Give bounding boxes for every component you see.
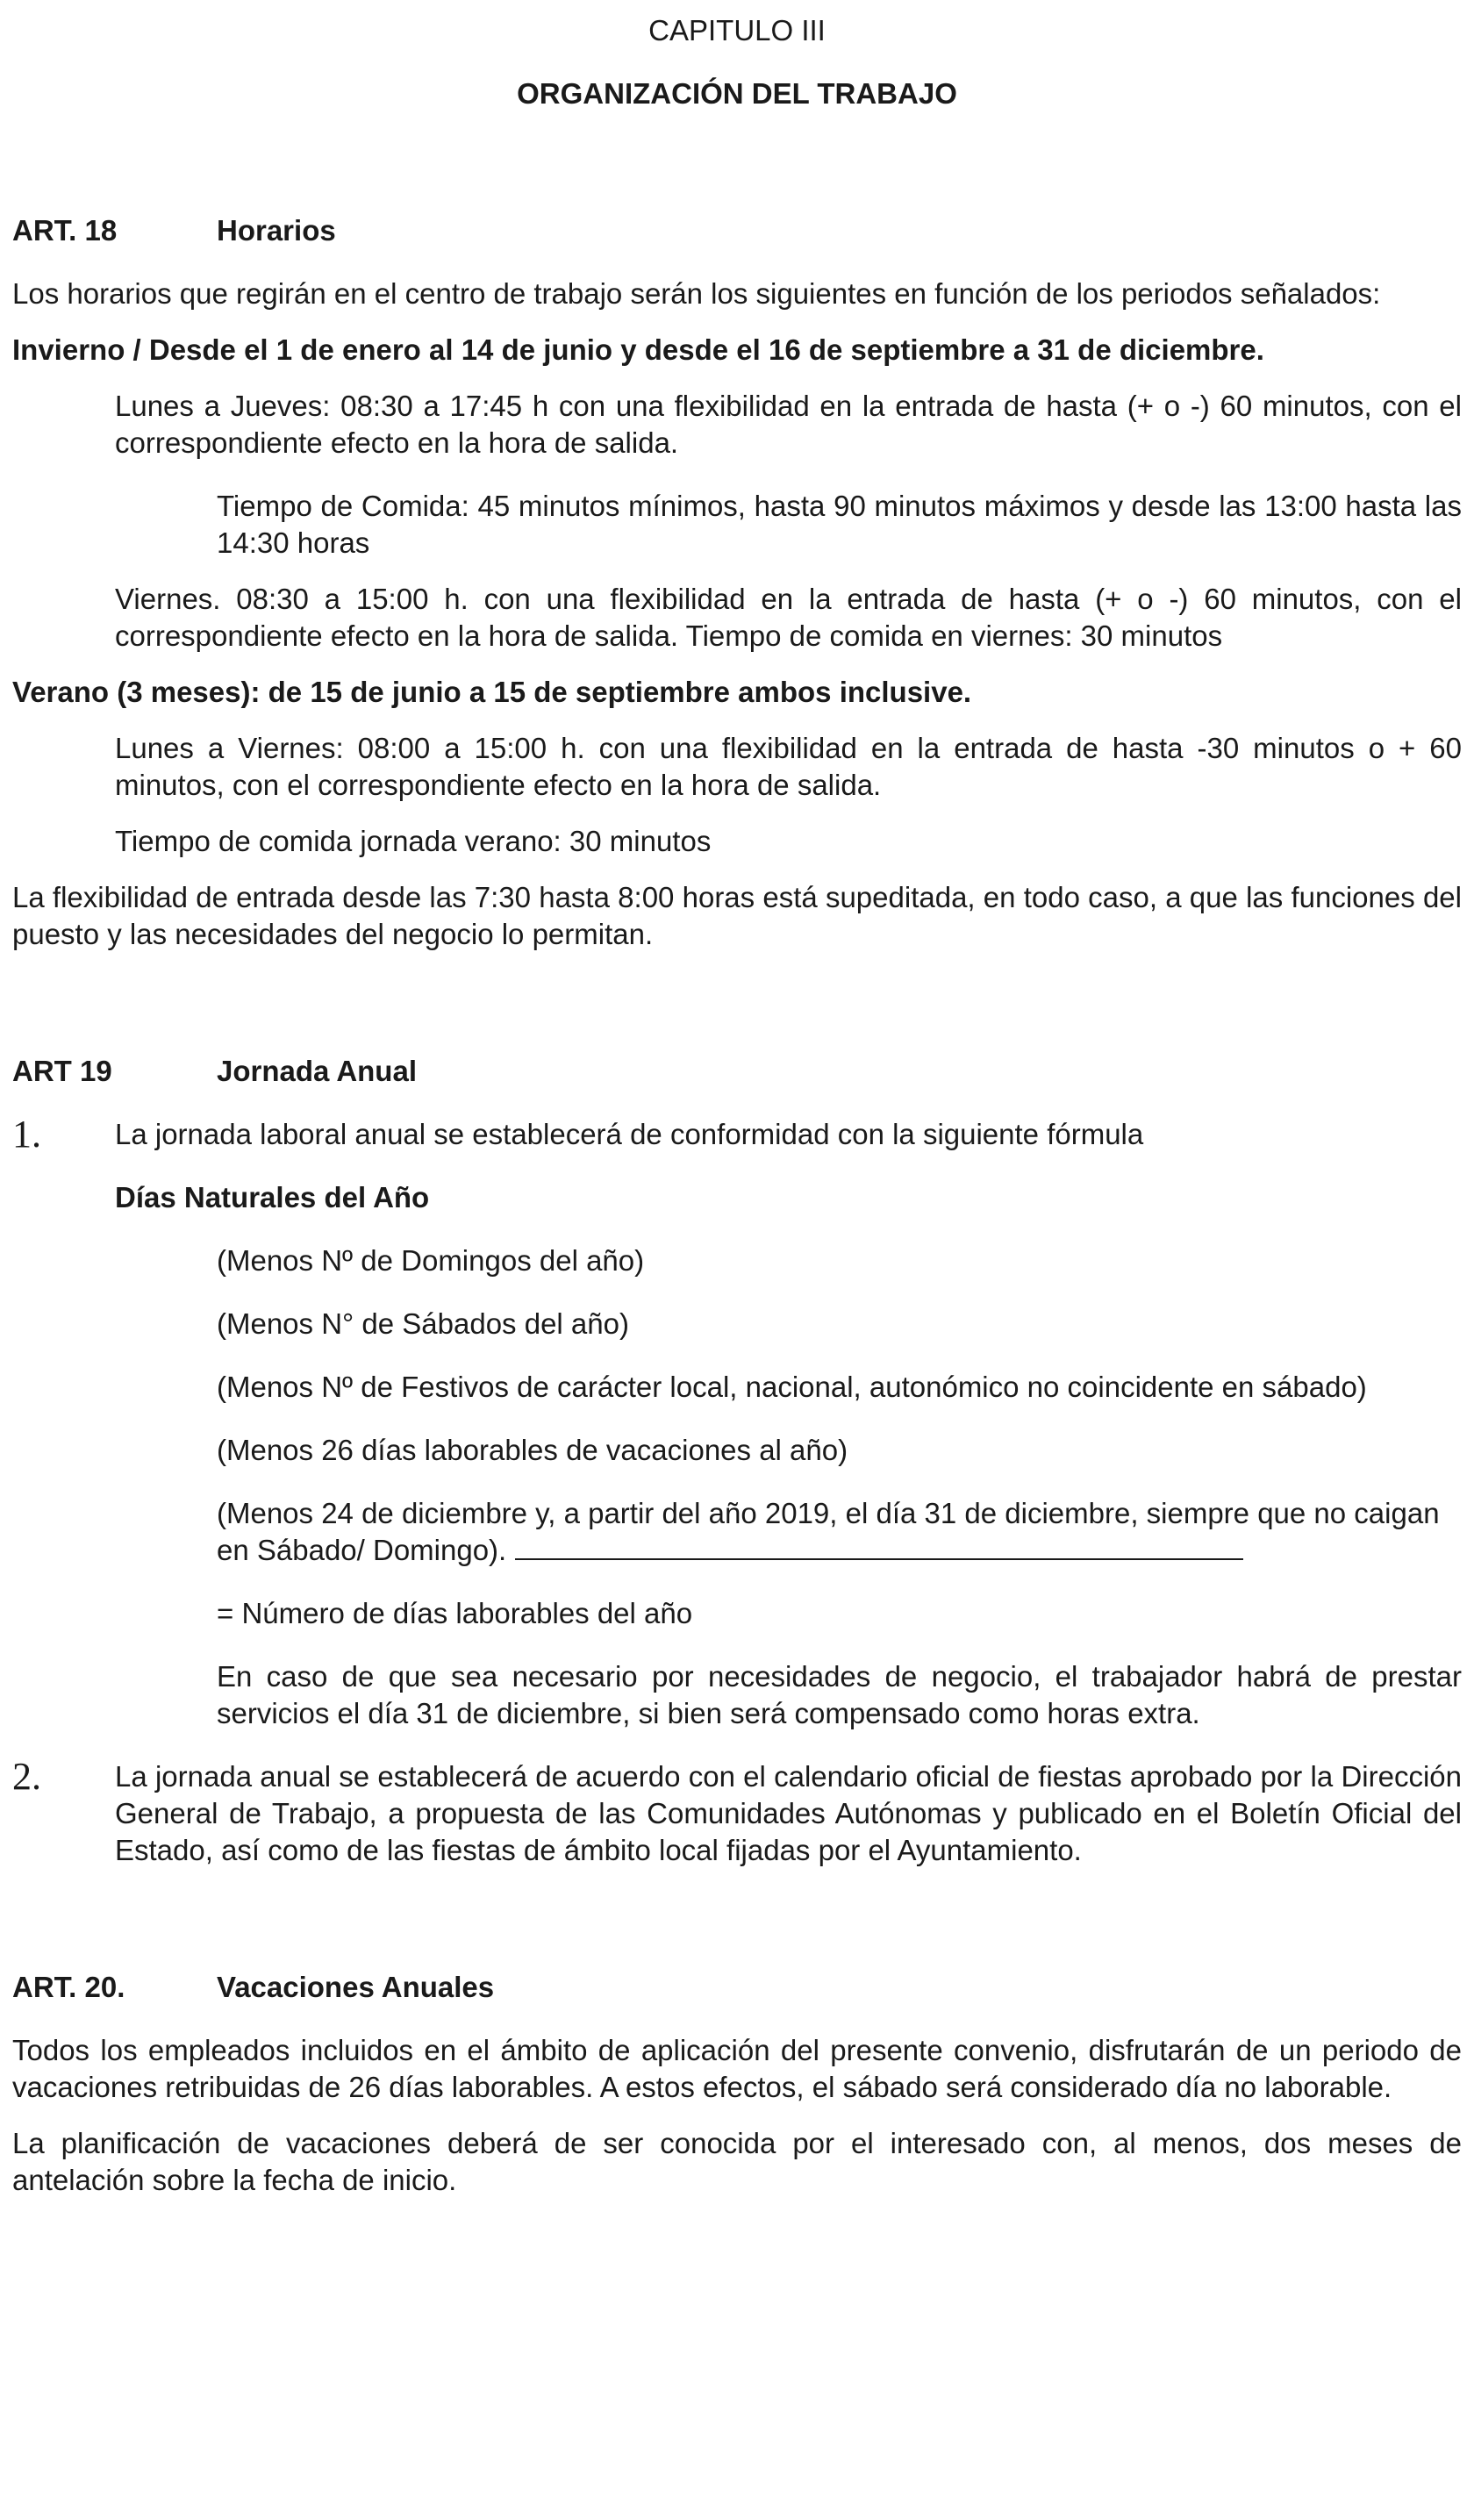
formula-line-text: (Menos 24 de diciembre y, a partir del año 2019, el día 31 de diciembre, siempre que no caigan en Sábado/ Domingo).	[217, 1497, 1440, 1566]
art18-winter-friday: Viernes. 08:30 a 15:00 h. con una flexibilidad en la entrada de hasta (+ o -) 60 minutos, con el correspondiente efecto en la hora de salida. Tiempo de comida en viernes: 30 minutos	[115, 583, 1462, 652]
formula-underline	[515, 1557, 1243, 1560]
art20-title: Vacaciones Anuales	[217, 1971, 495, 2003]
art20-para-1: Todos los empleados incluidos en el ámbito de aplicación del presente convenio, disfrutarán de un periodo de vacaciones retribuidas de 26 días laborables. A estos efectos, el sábado será considerado día no laborable.	[12, 2034, 1462, 2103]
art18-summer-heading: Verano (3 meses): de 15 de junio a 15 de septiembre ambos inclusive.	[12, 676, 972, 708]
art20-heading	[12, 1969, 1462, 2006]
formula-line: (Menos Nº de Domingos del año)	[217, 1244, 645, 1277]
art18-title: Horarios	[217, 214, 336, 247]
art19-item-2	[12, 1755, 1462, 1869]
art18-heading	[12, 212, 1462, 249]
art18-summer-lunch: Tiempo de comida jornada verano: 30 minutos	[115, 825, 712, 857]
formula-line: (Menos N° de Sábados del año)	[217, 1307, 629, 1340]
art19-item-1-text: La jornada laboral anual se establecerá de conformidad con la siguiente fórmula	[115, 1118, 1144, 1150]
art20-para-2: La planificación de vacaciones deberá de ser conocida por el interesado con, al menos, dos meses de antelación sobre la fecha de inicio.	[12, 2127, 1462, 2196]
formula-note: En caso de que sea necesario por necesidades de negocio, el trabajador habrá de prestar servicios el día 31 de diciembre, si bien será compensado como horas extra.	[217, 1660, 1462, 1729]
art18-intro: Los horarios que regirán en el centro de trabajo serán los siguientes en función de los periodos señalados:	[12, 277, 1381, 310]
document-page	[12, 12, 1462, 2199]
formula-line: (Menos Nº de Festivos de carácter local, nacional, autonómico no coincidente en sábado)	[217, 1371, 1367, 1403]
art20-number: ART. 20.	[12, 1971, 125, 2003]
art18-flex-note: La flexibilidad de entrada desde las 7:30 hasta 8:00 horas está supeditada, en todo caso, a que las funciones del puesto y las necesidades del negocio lo permitan.	[12, 881, 1462, 950]
art19-item-2-text: La jornada anual se establecerá de acuerdo con el calendario oficial de fiestas aprobado por la Dirección General de Trabajo, a propuesta de las Comunidades Autónomas y publicado en el Boletín Oficial del Estado, así como de las fiestas de ámbito local fijadas por el Ayuntamiento.	[115, 1760, 1462, 1866]
art18-winter-heading: Invierno / Desde el 1 de enero al 14 de junio y desde el 16 de septiembre a 31 de diciembre.	[12, 333, 1264, 366]
chapter-label: CAPITULO III	[648, 14, 826, 47]
formula-heading: Días Naturales del Año	[115, 1181, 430, 1213]
art18-winter-lunch: Tiempo de Comida: 45 minutos mínimos, hasta 90 minutos máximos y desde las 13:00 hasta las 14:30 horas	[217, 490, 1462, 559]
art19-item-2-marker: 2.	[12, 1755, 41, 1798]
art18-number: ART. 18	[12, 214, 118, 247]
art19-item-1-marker: 1.	[12, 1113, 41, 1156]
art18-winter-mon-thu: Lunes a Jueves: 08:30 a 17:45 h con una flexibilidad en la entrada de hasta (+ o -) 60 minutos, con el correspondiente efecto en la hora de salida.	[115, 390, 1462, 459]
art19-title: Jornada Anual	[217, 1055, 417, 1087]
chapter-title: ORGANIZACIÓN DEL TRABAJO	[517, 77, 957, 110]
formula-result: = Número de días laborables del año	[217, 1597, 693, 1629]
art19-number: ART 19	[12, 1055, 112, 1087]
formula-line	[217, 1495, 1462, 1569]
art18-summer-mon-fri: Lunes a Viernes: 08:00 a 15:00 h. con una flexibilidad en la entrada de hasta -30 minutos o + 60 minutos, con el correspondiente efecto en la hora de salida.	[115, 732, 1462, 801]
art19-item-1	[12, 1113, 1462, 1732]
formula-line: (Menos 26 días laborables de vacaciones al año)	[217, 1434, 848, 1466]
art19-heading	[12, 1053, 1462, 1090]
